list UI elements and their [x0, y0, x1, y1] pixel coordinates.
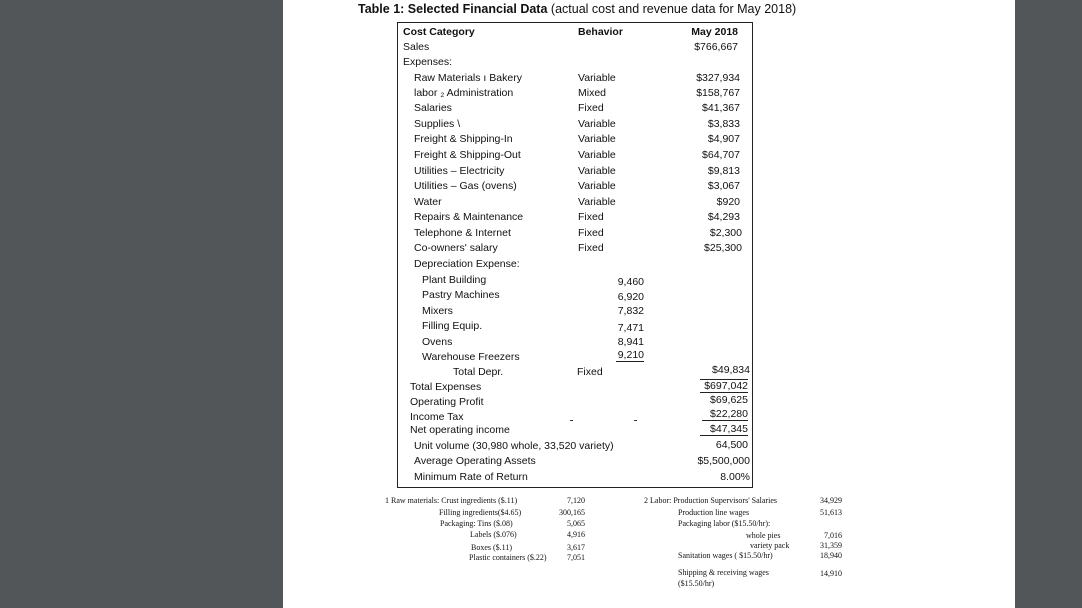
min-rate-of-return-label: Minimum Rate of Return — [414, 471, 528, 483]
expense-label: Utilities – Electricity — [414, 165, 505, 177]
unit-volume-value: 64,500 — [715, 439, 748, 451]
expense-behavior: Variable — [578, 72, 616, 84]
footnote-line-label: Labels ($.076) — [470, 530, 517, 539]
footnote-line-label: Filling ingredients($4.65) — [439, 508, 522, 517]
footnote-line-value: 7,120 — [567, 496, 585, 505]
footnote-line-value: 7,051 — [567, 553, 585, 562]
expense-value: $41,367 — [702, 102, 740, 114]
footnote-line-value: 34,929 — [820, 496, 842, 505]
expense-label: Raw Materials ı Bakery — [414, 72, 522, 84]
caption-subtitle: (actual cost and revenue data for May 2018) — [550, 2, 797, 16]
depreciation-item-value: 7,832 — [617, 305, 644, 317]
sales-value: $766,667 — [694, 41, 738, 53]
expense-value: $920 — [716, 196, 740, 208]
expense-label: labor ₂ Administration — [414, 87, 514, 99]
stray-mark — [570, 420, 573, 421]
expense-behavior: Fixed — [578, 211, 604, 223]
footnote-line-value: 300,165 — [559, 508, 585, 517]
min-rate-of-return-value: 8.00% — [720, 471, 750, 483]
footnote-line-value: 31,359 — [820, 541, 842, 550]
document-page — [283, 0, 1015, 608]
footnote-line-label: variety pack — [750, 541, 790, 550]
total-depreciation-behavior: Fixed — [577, 366, 603, 378]
expense-value: $158,767 — [696, 87, 740, 99]
depreciation-item-value: 9,460 — [617, 276, 644, 288]
depreciation-item-label: Pastry Machines — [422, 289, 500, 301]
footnote-line-value: 4,916 — [567, 530, 585, 539]
avg-operating-assets-label: Average Operating Assets — [414, 455, 536, 467]
sales-label: Sales — [403, 41, 430, 53]
financial-table — [397, 22, 753, 488]
depreciation-item-label: Ovens — [422, 336, 453, 348]
expense-behavior: Variable — [578, 118, 616, 130]
depreciation-item-label: Filling Equip. — [422, 320, 483, 332]
income-tax-value: $22,280 — [702, 408, 748, 421]
header-behavior: Behavior — [578, 26, 623, 38]
footnote-line-label: Plastic containers ($.22) — [469, 553, 547, 562]
expense-label: Water — [414, 196, 442, 208]
expense-label: Telephone & Internet — [414, 227, 511, 239]
header-period: May 2018 — [691, 26, 738, 38]
total-expenses-label: Total Expenses — [410, 381, 482, 393]
total-depreciation-label: Total Depr. — [453, 366, 504, 378]
depreciation-heading: Depreciation Expense: — [414, 258, 520, 270]
depreciation-item-value: 6,920 — [617, 291, 644, 303]
expense-behavior: Fixed — [578, 242, 604, 254]
depreciation-item-value: 9,210 — [617, 349, 644, 361]
footnote-line-value: 3,617 — [567, 543, 585, 552]
footnote-line-label: Shipping & receiving wages — [678, 568, 769, 577]
caption-title: Table 1: Selected Financial Data — [358, 2, 548, 16]
income-tax-label: Income Tax — [410, 411, 464, 423]
expense-label: Repairs & Maintenance — [414, 211, 524, 223]
footnote-line-value: 18,940 — [820, 551, 842, 560]
footnote-line-value: 7,016 — [824, 531, 842, 540]
operating-profit-value: $69,625 — [710, 394, 748, 406]
expense-value: $2,300 — [709, 227, 742, 239]
footnote-line-label: Production line wages — [678, 508, 750, 517]
expense-label: Utilities – Gas (ovens) — [414, 180, 517, 192]
expense-label: Salaries — [414, 102, 452, 114]
footnote-line-label: Boxes ($.11) — [471, 543, 513, 552]
expense-value: $4,907 — [707, 133, 740, 145]
depreciation-item-value: 7,471 — [617, 322, 644, 334]
depreciation-item-value: 8,941 — [617, 336, 644, 348]
expense-behavior: Mixed — [578, 87, 607, 99]
header-cost-category: Cost Category — [403, 26, 475, 38]
expense-value: $327,934 — [696, 72, 740, 84]
expense-value: $3,067 — [707, 180, 740, 192]
net-operating-income-label: Net operating income — [410, 424, 510, 436]
avg-operating-assets-value: $5,500,000 — [697, 455, 750, 467]
footnote-line-value: 51,613 — [820, 508, 842, 517]
depreciation-item-label: Plant Building — [422, 274, 487, 286]
footnote-line-label: 2 Labor: Production Supervisors' Salaries — [644, 496, 777, 505]
expense-behavior: Variable — [578, 133, 616, 145]
expense-label: Freight & Shipping-In — [414, 133, 513, 145]
depreciation-item-label: Mixers — [422, 305, 453, 317]
expense-value: $64,707 — [702, 149, 740, 161]
expense-behavior: Variable — [578, 165, 616, 177]
expense-value: $25,300 — [704, 242, 742, 254]
expense-label: Freight & Shipping-Out — [414, 149, 521, 161]
table-caption — [358, 2, 796, 16]
expenses-label: Expenses: — [403, 56, 453, 68]
operating-profit-label: Operating Profit — [410, 396, 484, 408]
footnote-line-label: Packaging labor ($15.50/hr): — [678, 519, 771, 528]
footnote-line-label: ($15.50/hr) — [678, 579, 715, 588]
expense-behavior: Variable — [578, 180, 616, 192]
footnote-line-label: whole pies — [746, 531, 781, 540]
expense-value: $3,833 — [707, 118, 740, 130]
net-operating-income-value: $47,345 — [700, 423, 748, 436]
stray-mark — [634, 420, 637, 421]
footnote-line-label: 1 Raw materials: Crust ingredients ($.11) — [385, 496, 518, 505]
footnote-line-label: Packaging: Tins ($.08) — [440, 519, 513, 528]
total-depreciation-value: $49,834 — [712, 364, 750, 376]
expense-behavior: Fixed — [578, 102, 604, 114]
expense-value: $9,813 — [707, 165, 740, 177]
footnote-line-label: Sanitation wages ( $15.50/hr) — [678, 551, 773, 560]
expense-behavior: Variable — [578, 196, 616, 208]
footnote-line-value: 14,910 — [820, 569, 842, 578]
total-expenses-value: $697,042 — [700, 379, 748, 393]
footnote-line-value: 5,065 — [567, 519, 585, 528]
expense-label: Co-owners' salary — [414, 242, 498, 254]
expense-behavior: Fixed — [578, 227, 604, 239]
expense-behavior: Variable — [578, 149, 616, 161]
expense-label: Supplies \ — [414, 118, 461, 130]
expense-value: $4,293 — [707, 211, 740, 223]
depreciation-item-label: Warehouse Freezers — [422, 351, 520, 363]
unit-volume-label: Unit volume (30,980 whole, 33,520 variety) — [414, 440, 614, 452]
